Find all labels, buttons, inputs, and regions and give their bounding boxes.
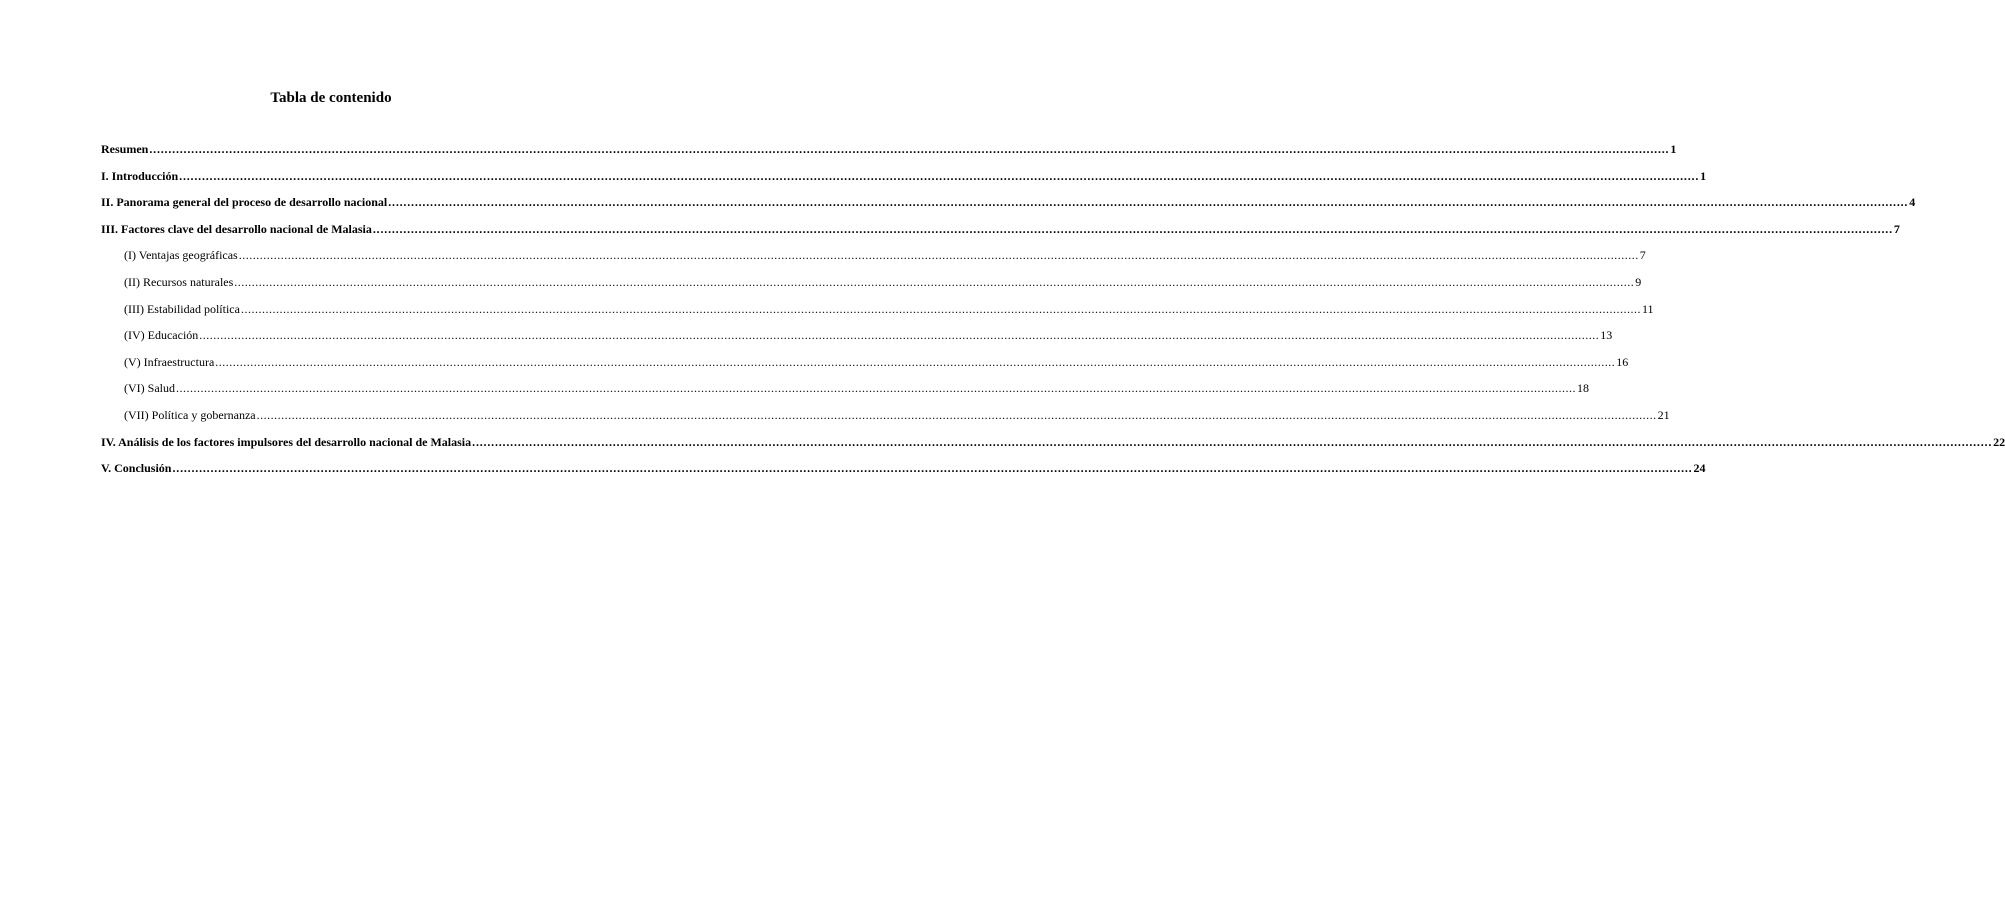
toc-entry-page-number: 1 bbox=[1670, 142, 1677, 156]
toc-entry-page-number: 13 bbox=[1600, 328, 1613, 343]
toc-entry-label: Resumen bbox=[101, 142, 149, 156]
toc-entry-label: (I) Ventajas geográficas bbox=[124, 248, 238, 263]
toc-entry-page-number: 9 bbox=[1635, 274, 1642, 289]
toc-entry[interactable] bbox=[101, 139, 1677, 166]
toc-entry-label: IV. Análisis de los factores impulsores del desarrollo nacional de Malasia bbox=[101, 434, 472, 449]
toc-entry[interactable] bbox=[101, 405, 1670, 432]
toc-entry-label: (III) Estabilidad política bbox=[124, 301, 240, 316]
toc-entry[interactable] bbox=[101, 245, 1646, 272]
toc-entry[interactable] bbox=[101, 192, 1916, 219]
toc-entry[interactable] bbox=[101, 458, 1706, 485]
toc-dot-leader: ................................................................................................................................................................................................................................................................................................................................................................................................................ bbox=[215, 354, 1616, 369]
toc-entry-label: (II) Recursos naturales bbox=[124, 274, 234, 289]
toc-entry-label: (V) Infraestructura bbox=[124, 354, 215, 369]
toc-dot-leader: ................................................................................................................................................................................................................................................................................................................................................................................................................ bbox=[240, 301, 1641, 316]
toc-entry-page-number: 7 bbox=[1893, 221, 1900, 236]
toc-entry-label: II. Panorama general del proceso de desarrollo nacional bbox=[101, 195, 388, 210]
toc-entry[interactable] bbox=[101, 352, 1629, 379]
toc-entry-page-number: 21 bbox=[1657, 407, 1670, 422]
toc-title: Tabla de contenido bbox=[270, 90, 392, 106]
toc-entry-label: (VI) Salud bbox=[124, 381, 175, 396]
toc-dot-leader: ................................................................................................................................................................................................................................................................................................................................................................................................................ bbox=[234, 274, 1635, 289]
toc-entry[interactable] bbox=[101, 299, 1654, 326]
toc-dot-leader: ................................................................................................................................................................................................................................................................................................................................................................................................................ bbox=[149, 142, 1670, 156]
toc-entry-label: V. Conclusión bbox=[101, 461, 172, 476]
toc-entry[interactable] bbox=[101, 166, 1707, 193]
toc-entry-page-number: 7 bbox=[1639, 248, 1646, 263]
toc-entry-label: (VII) Política y gobernanza bbox=[124, 407, 256, 422]
toc-dot-leader: ................................................................................................................................................................................................................................................................................................................................................................................................................ bbox=[238, 248, 1639, 263]
toc-entry-label: I. Introducción bbox=[101, 168, 179, 183]
toc-entry-page-number: 4 bbox=[1909, 195, 1916, 210]
toc-entry-label: III. Factores clave del desarrollo nacional de Malasia bbox=[101, 221, 372, 236]
toc-entry-label: (IV) Educación bbox=[124, 328, 199, 343]
toc-entry[interactable] bbox=[101, 325, 1613, 352]
toc-entry[interactable] bbox=[101, 272, 1642, 299]
toc-entry-page-number: 16 bbox=[1616, 354, 1629, 369]
toc-entry-page-number: 18 bbox=[1577, 381, 1589, 396]
toc-dot-leader: ................................................................................................................................................................................................................................................................................................................................................................................................................ bbox=[199, 328, 1600, 343]
toc-entry-page-number: 22 bbox=[1993, 434, 2005, 449]
toc-entry-page-number: 24 bbox=[1693, 461, 1706, 476]
toc-dot-leader: ................................................................................................................................................................................................................................................................................................................................................................................................................ bbox=[472, 434, 1993, 449]
toc-dot-leader: ................................................................................................................................................................................................................................................................................................................................................................................................................ bbox=[172, 461, 1693, 476]
toc-dot-leader: ................................................................................................................................................................................................................................................................................................................................................................................................................ bbox=[179, 168, 1700, 183]
toc-dot-leader: ................................................................................................................................................................................................................................................................................................................................................................................................................ bbox=[388, 195, 1909, 210]
toc-entry-page-number: 1 bbox=[1700, 168, 1707, 183]
toc-entry[interactable] bbox=[101, 432, 2005, 459]
toc-entry[interactable] bbox=[101, 378, 1589, 405]
toc-entry-page-number: 11 bbox=[1641, 301, 1654, 316]
toc-entry[interactable] bbox=[101, 219, 1900, 246]
toc-list bbox=[101, 139, 2005, 485]
toc-dot-leader: ................................................................................................................................................................................................................................................................................................................................................................................................................ bbox=[372, 221, 1893, 236]
toc-dot-leader: ................................................................................................................................................................................................................................................................................................................................................................................................................ bbox=[256, 407, 1657, 422]
toc-dot-leader: ................................................................................................................................................................................................................................................................................................................................................................................................................ bbox=[176, 381, 1576, 396]
